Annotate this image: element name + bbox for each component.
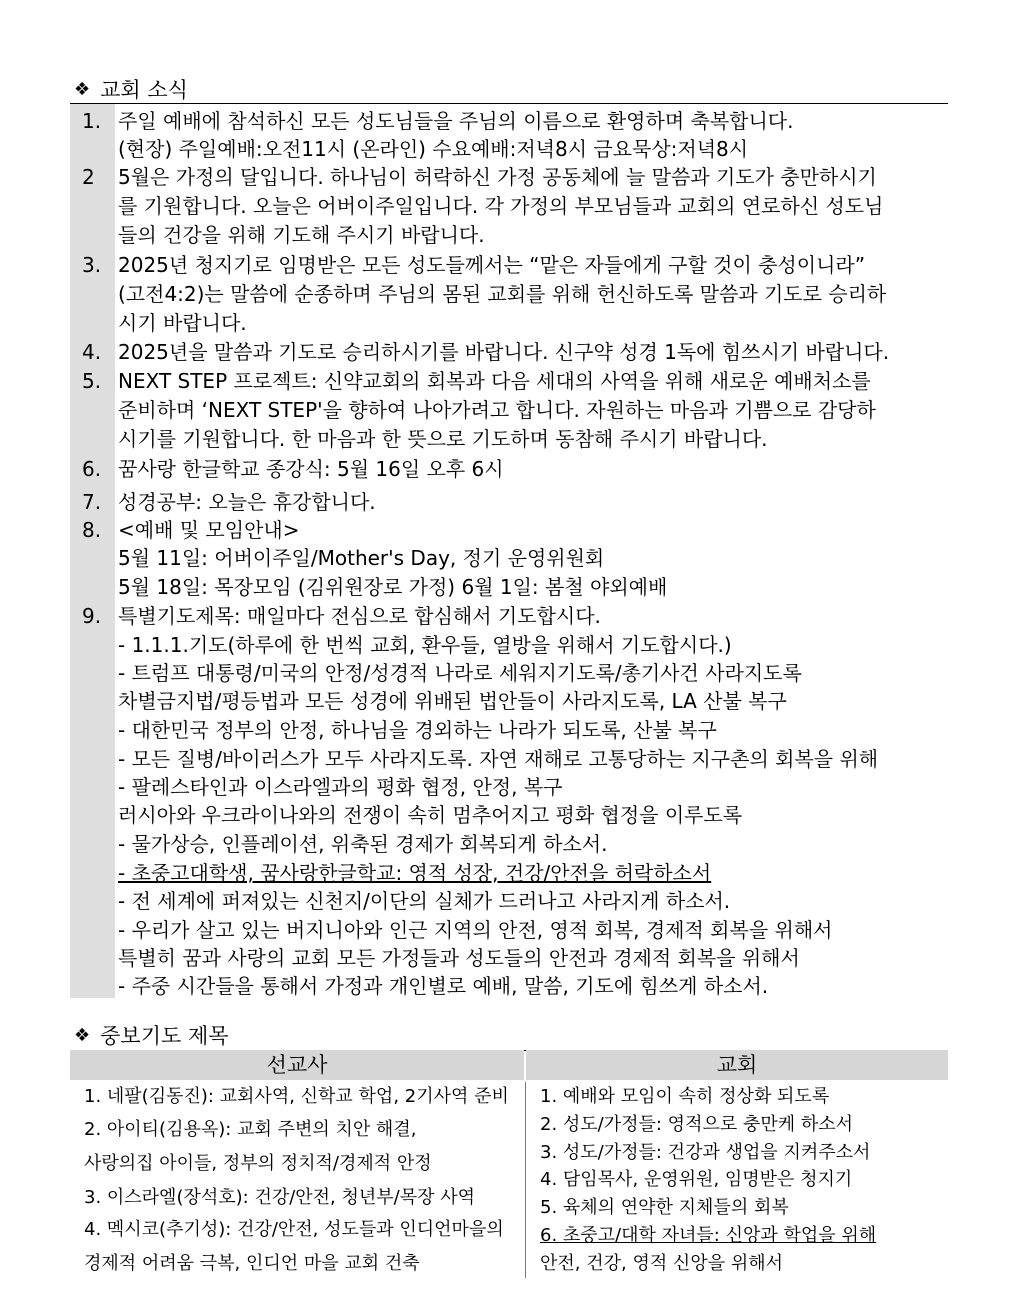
prayer-bullet: - 대한민국 정부의 안정, 하나님을 경외하는 나라가 되도록, 산불 복구	[118, 718, 717, 742]
church-news-title: 교회 소식	[100, 78, 188, 102]
item-text: 2025년 청지기로 임명받은 모든 성도들께서는 “맡은 자들에게 구할 것이 충성이니라”	[118, 253, 866, 277]
prayer-bullet: - 물가상승, 인플레이션, 위축된 경제가 회복되게 하소서.	[118, 832, 608, 856]
item-number: 1.	[82, 109, 102, 133]
prayer-bullet: - 트럼프 대통령/미국의 안정/성경적 나라로 세워지기도록/총기사건 사라지도록	[118, 661, 802, 685]
item-number: 6.	[82, 457, 102, 481]
item-text: 시기를 기원합니다. 한 마음과 한 뜻으로 기도하며 동참해 주시기 바랍니다.	[118, 427, 768, 451]
item-text: NEXT STEP 프로젝트: 신약교회의 회복과 다음 세대의 사역을 위해 새로운 예배처소를	[118, 369, 871, 393]
prayer-bullet: - 전 세계에 퍼져있는 신천지/이단의 실체가 드러나고 사라지게 하소서.	[118, 889, 731, 913]
church-item: 6. 초중고/대학 자녀들: 신앙과 학업을 위해	[540, 1225, 877, 1246]
item-number: 9.	[82, 604, 102, 628]
item-number: 2	[82, 165, 95, 189]
item-text: 주일 예배에 참석하신 모든 성도님들을 주님의 이름으로 환영하며 축복합니다.	[118, 109, 794, 133]
item-text: 들의 건강을 위해 기도해 주시기 바랍니다.	[118, 223, 485, 247]
item-number: 4.	[82, 340, 102, 364]
item-text: 준비하며 ‘NEXT STEP'을 향하여 나아가려고 합니다. 자원하는 마음과 기쁨으로 감당하	[118, 398, 876, 422]
prayer-bullet: - 주중 시간들을 통해서 가정과 개인별로 예배, 말씀, 기도에 힘쓰게 하소서.	[118, 974, 769, 998]
missionary-item: 1. 네팔(김동진): 교회사역, 신학교 학업, 2기사역 준비	[84, 1086, 509, 1107]
missionary-item: 사랑의집 아이들, 정부의 정치적/경제적 안정	[84, 1153, 432, 1174]
prayer-bullet: - 초중고대학생, 꿈사랑한글학교: 영적 성장, 건강/안전을 허락하소서	[118, 861, 712, 885]
prayer-topics-title: 중보기도 제목	[100, 1024, 229, 1048]
missionary-column-header: 선교사	[70, 1050, 524, 1080]
diamond-bullet-icon: ❖	[74, 78, 91, 100]
prayer-bullet: 러시아와 우크라이나와의 전쟁이 속히 멈추어지고 평화 협정을 이루도록	[118, 803, 743, 827]
church-item: 5. 육체의 연약한 지체들의 회복	[540, 1197, 789, 1218]
prayer-bullet: 특별히 꿈과 사랑의 교회 모든 가정들과 성도들의 안전과 경제적 회복을 위해서	[118, 946, 800, 970]
diamond-bullet-icon: ❖	[74, 1024, 91, 1046]
church-item: 1. 예배와 모임이 속히 정상화 되도록	[540, 1086, 830, 1107]
item-text: (고전4:2)는 말씀에 순종하며 주님의 몸된 교회를 위해 헌신하도록 말씀과 기도로 승리하	[118, 282, 887, 306]
missionary-item: 4. 멕시코(추기성): 건강/안전, 성도들과 인디언마을의	[84, 1219, 504, 1240]
item-text: 꿈사랑 한글학교 종강식: 5월 16일 오후 6시	[118, 457, 504, 481]
church-item: 3. 성도/가정들: 건강과 생업을 지켜주소서	[540, 1142, 871, 1163]
item-number: 3.	[82, 253, 102, 277]
item-text: 특별기도제목: 매일마다 전심으로 합심해서 기도합시다.	[118, 604, 601, 628]
item-text: 5월 18일: 목장모임 (김위원장로 가정) 6월 1일: 봄철 야외예배	[118, 575, 668, 599]
item-text: 를 기원합니다. 오늘은 어버이주일입니다. 각 가정의 부모님들과 교회의 연로하신 성도님	[118, 194, 884, 218]
item-text: 5월 11일: 어버이주일/Mother's Day, 정기 운영위원회	[118, 546, 605, 570]
prayer-topics-heading	[74, 1020, 229, 1050]
column-divider	[525, 1082, 526, 1278]
number-gutter	[70, 104, 115, 998]
church-column-header: 교회	[526, 1050, 948, 1080]
prayer-bullet: - 모든 질병/바이러스가 모두 사라지도록. 자연 재해로 고통당하는 지구촌의 회복을 위해	[118, 747, 879, 771]
church-item: 2. 성도/가정들: 영적으로 충만케 하소서	[540, 1114, 854, 1135]
item-number: 5.	[82, 369, 102, 393]
missionary-item: 경제적 어려움 극복, 인디언 마을 교회 건축	[84, 1253, 420, 1274]
item-text: <예배 및 모임안내>	[118, 518, 300, 542]
church-news-list	[70, 104, 948, 998]
prayer-bullet: - 우리가 살고 있는 버지니아와 인근 지역의 안전, 영적 회복, 경제적 회복을 위해서	[118, 918, 833, 942]
church-item: 안전, 건강, 영적 신앙을 위해서	[540, 1253, 783, 1274]
item-text: 시기 바랍니다.	[118, 311, 247, 335]
item-text: 성경공부: 오늘은 휴강합니다.	[118, 490, 376, 514]
church-news-heading	[74, 74, 188, 104]
item-text: (현장) 주일예배:오전11시 (온라인) 수요예배:저녁8시 금요묵상:저녁8시	[118, 137, 749, 161]
prayer-bullet: - 팔레스타인과 이스라엘과의 평화 협정, 안정, 복구	[118, 775, 563, 799]
item-text: 2025년을 말씀과 기도로 승리하시기를 바랍니다. 신구약 성경 1독에 힘쓰시기 바랍니다.	[118, 340, 890, 364]
item-number: 8.	[82, 518, 102, 542]
item-text: 5월은 가정의 달입니다. 하나님이 허락하신 가정 공동체에 늘 말씀과 기도가 충만하시기	[118, 165, 877, 189]
missionary-item: 2. 아이티(김용옥): 교회 주변의 치안 해결,	[84, 1119, 417, 1140]
church-item: 4. 담임목사, 운영위원, 임명받은 청지기	[540, 1169, 853, 1190]
prayer-bullet: 차별금지법/평등법과 모든 성경에 위배된 법안들이 사라지도록, LA 산불 복구	[118, 689, 787, 713]
prayer-bullet: - 1.1.1.기도(하루에 한 번씩 교회, 환우들, 열방을 위해서 기도합시다.)	[118, 633, 732, 657]
missionary-item: 3. 이스라엘(장석호): 건강/안전, 청년부/목장 사역	[84, 1187, 476, 1208]
item-number: 7.	[82, 490, 102, 514]
